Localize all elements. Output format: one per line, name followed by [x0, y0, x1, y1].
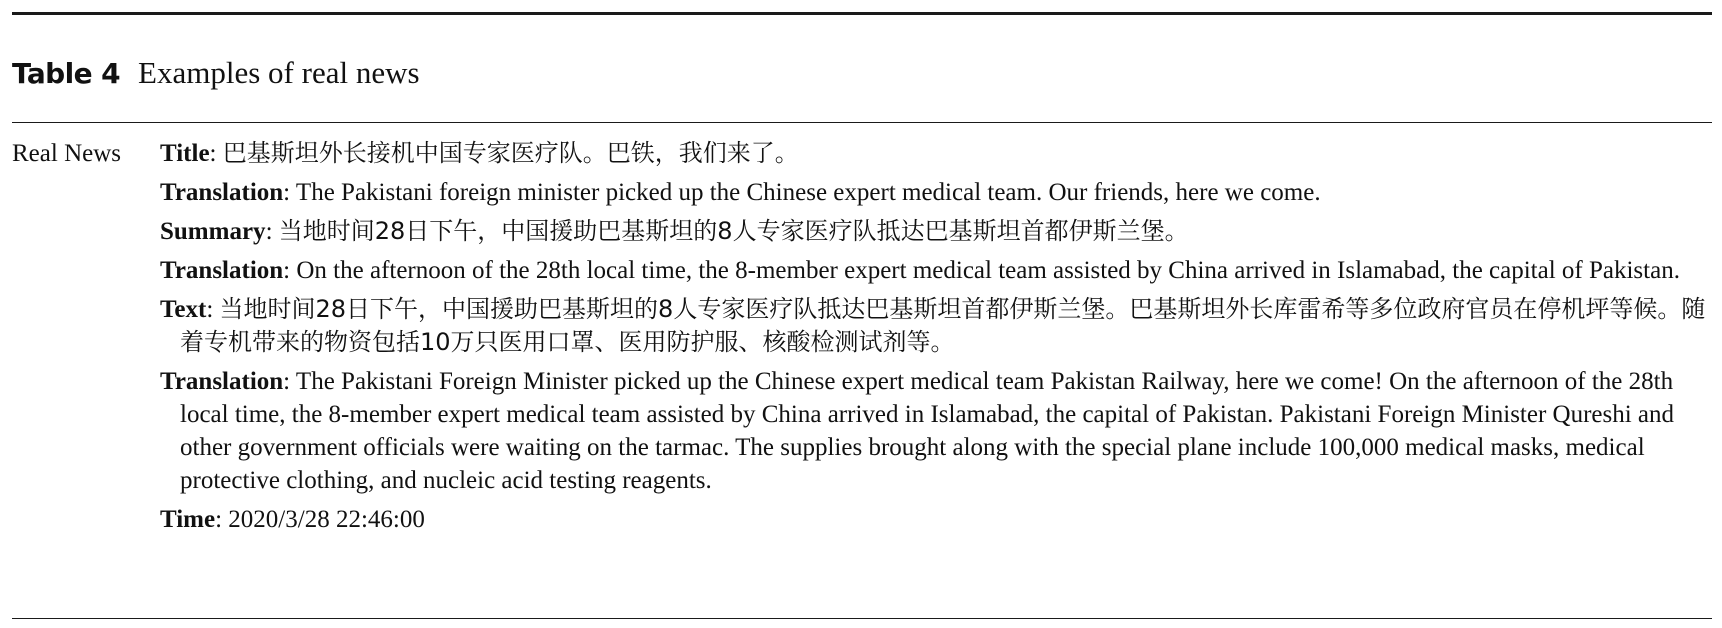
table-caption-title: Examples of real news	[138, 55, 420, 90]
field-title-translation: Translation: The Pakistani foreign minister picked up the Chinese expert medical team. Our friends, here we come.	[160, 179, 1321, 206]
field-text-translation: Translation: The Pakistani Foreign Minister picked up the Chinese expert medical team Pakistan Railway, here we come! On the afternoon of the 28th local time, the 8-member expert medical team assisted by China arrived in Islamabad, the capital of Pakistan. Pakistani Foreign Minister Qureshi and other government officials were waiting on the tarmac. The supplies brought along with the special plane include 100,000 medical masks, medical protective clothing, and nucleic acid testing reagents.	[160, 368, 1675, 494]
field-key: Title	[160, 140, 210, 167]
table-top-rule	[12, 12, 1712, 15]
field-key: Time	[160, 506, 216, 533]
table-bottom-rule	[12, 618, 1712, 619]
field-key: Summary	[160, 218, 266, 245]
table-caption	[12, 55, 1712, 95]
table-container	[12, 12, 1712, 542]
field-key: Translation	[160, 179, 284, 206]
field-key: Translation	[160, 257, 284, 284]
field-value: 2020/3/28 22:46:00	[228, 506, 425, 533]
table-caption-label: Table 4	[12, 57, 121, 90]
field-key: Translation	[160, 368, 284, 395]
field-value: On the afternoon of the 28th local time, the 8-member expert medical team assisted by China arrived in Islamabad, the capital of Pakistan.	[296, 257, 1680, 284]
table-row	[12, 137, 1712, 542]
field-value: The Pakistani foreign minister picked up the Chinese expert medical team. Our friends, here we come.	[295, 179, 1321, 206]
field-value: 巴基斯坦外长接机中国专家医疗队。巴铁，我们来了。	[222, 139, 799, 167]
field-title: Title: 巴基斯坦外长接机中国专家医疗队。巴铁，我们来了。	[160, 139, 799, 167]
field-value: 当地时间28日下午，中国援助巴基斯坦的8人专家医疗队抵达巴基斯坦首都伊斯兰堡。	[278, 217, 1189, 245]
row-label: Real News	[12, 140, 121, 167]
field-value: The Pakistani Foreign Minister picked up the Chinese expert medical team Pakistan Railway, here we come! On the afternoon of the 28th local time, the 8-member expert medical team assisted by China arrived in Islamabad, the capital of Pakistan. Pakistani Foreign Minister Qureshi and other government officials were waiting on the tarmac. The supplies brought along with the special plane include 100,000 medical masks, medical protective clothing, and nucleic acid testing reagents.	[180, 368, 1675, 494]
field-text: Text: 当地时间28日下午，中国援助巴基斯坦的8人专家医疗队抵达巴基斯坦首都伊斯兰堡。巴基斯坦外长库雷希等多位政府官员在停机坪等候。随着专机带来的物资包括10万只医用口罩、医用防护服、核酸检测试剂等。	[160, 295, 1706, 356]
field-key: Text	[160, 296, 207, 323]
row-fields	[160, 137, 1712, 542]
field-summary-translation: Translation: On the afternoon of the 28th local time, the 8-member expert medical team assisted by China arrived in Islamabad, the capital of Pakistan.	[160, 257, 1680, 284]
table-header-rule	[12, 122, 1712, 123]
field-time: Time: 2020/3/28 22:46:00	[160, 506, 425, 533]
field-summary: Summary: 当地时间28日下午，中国援助巴基斯坦的8人专家医疗队抵达巴基斯坦首都伊斯兰堡。	[160, 217, 1189, 245]
field-value: 当地时间28日下午，中国援助巴基斯坦的8人专家医疗队抵达巴基斯坦首都伊斯兰堡。巴基斯坦外长库雷希等多位政府官员在停机坪等候。随着专机带来的物资包括10万只医用口罩、医用防护服、核酸检测试剂等。	[180, 295, 1706, 356]
